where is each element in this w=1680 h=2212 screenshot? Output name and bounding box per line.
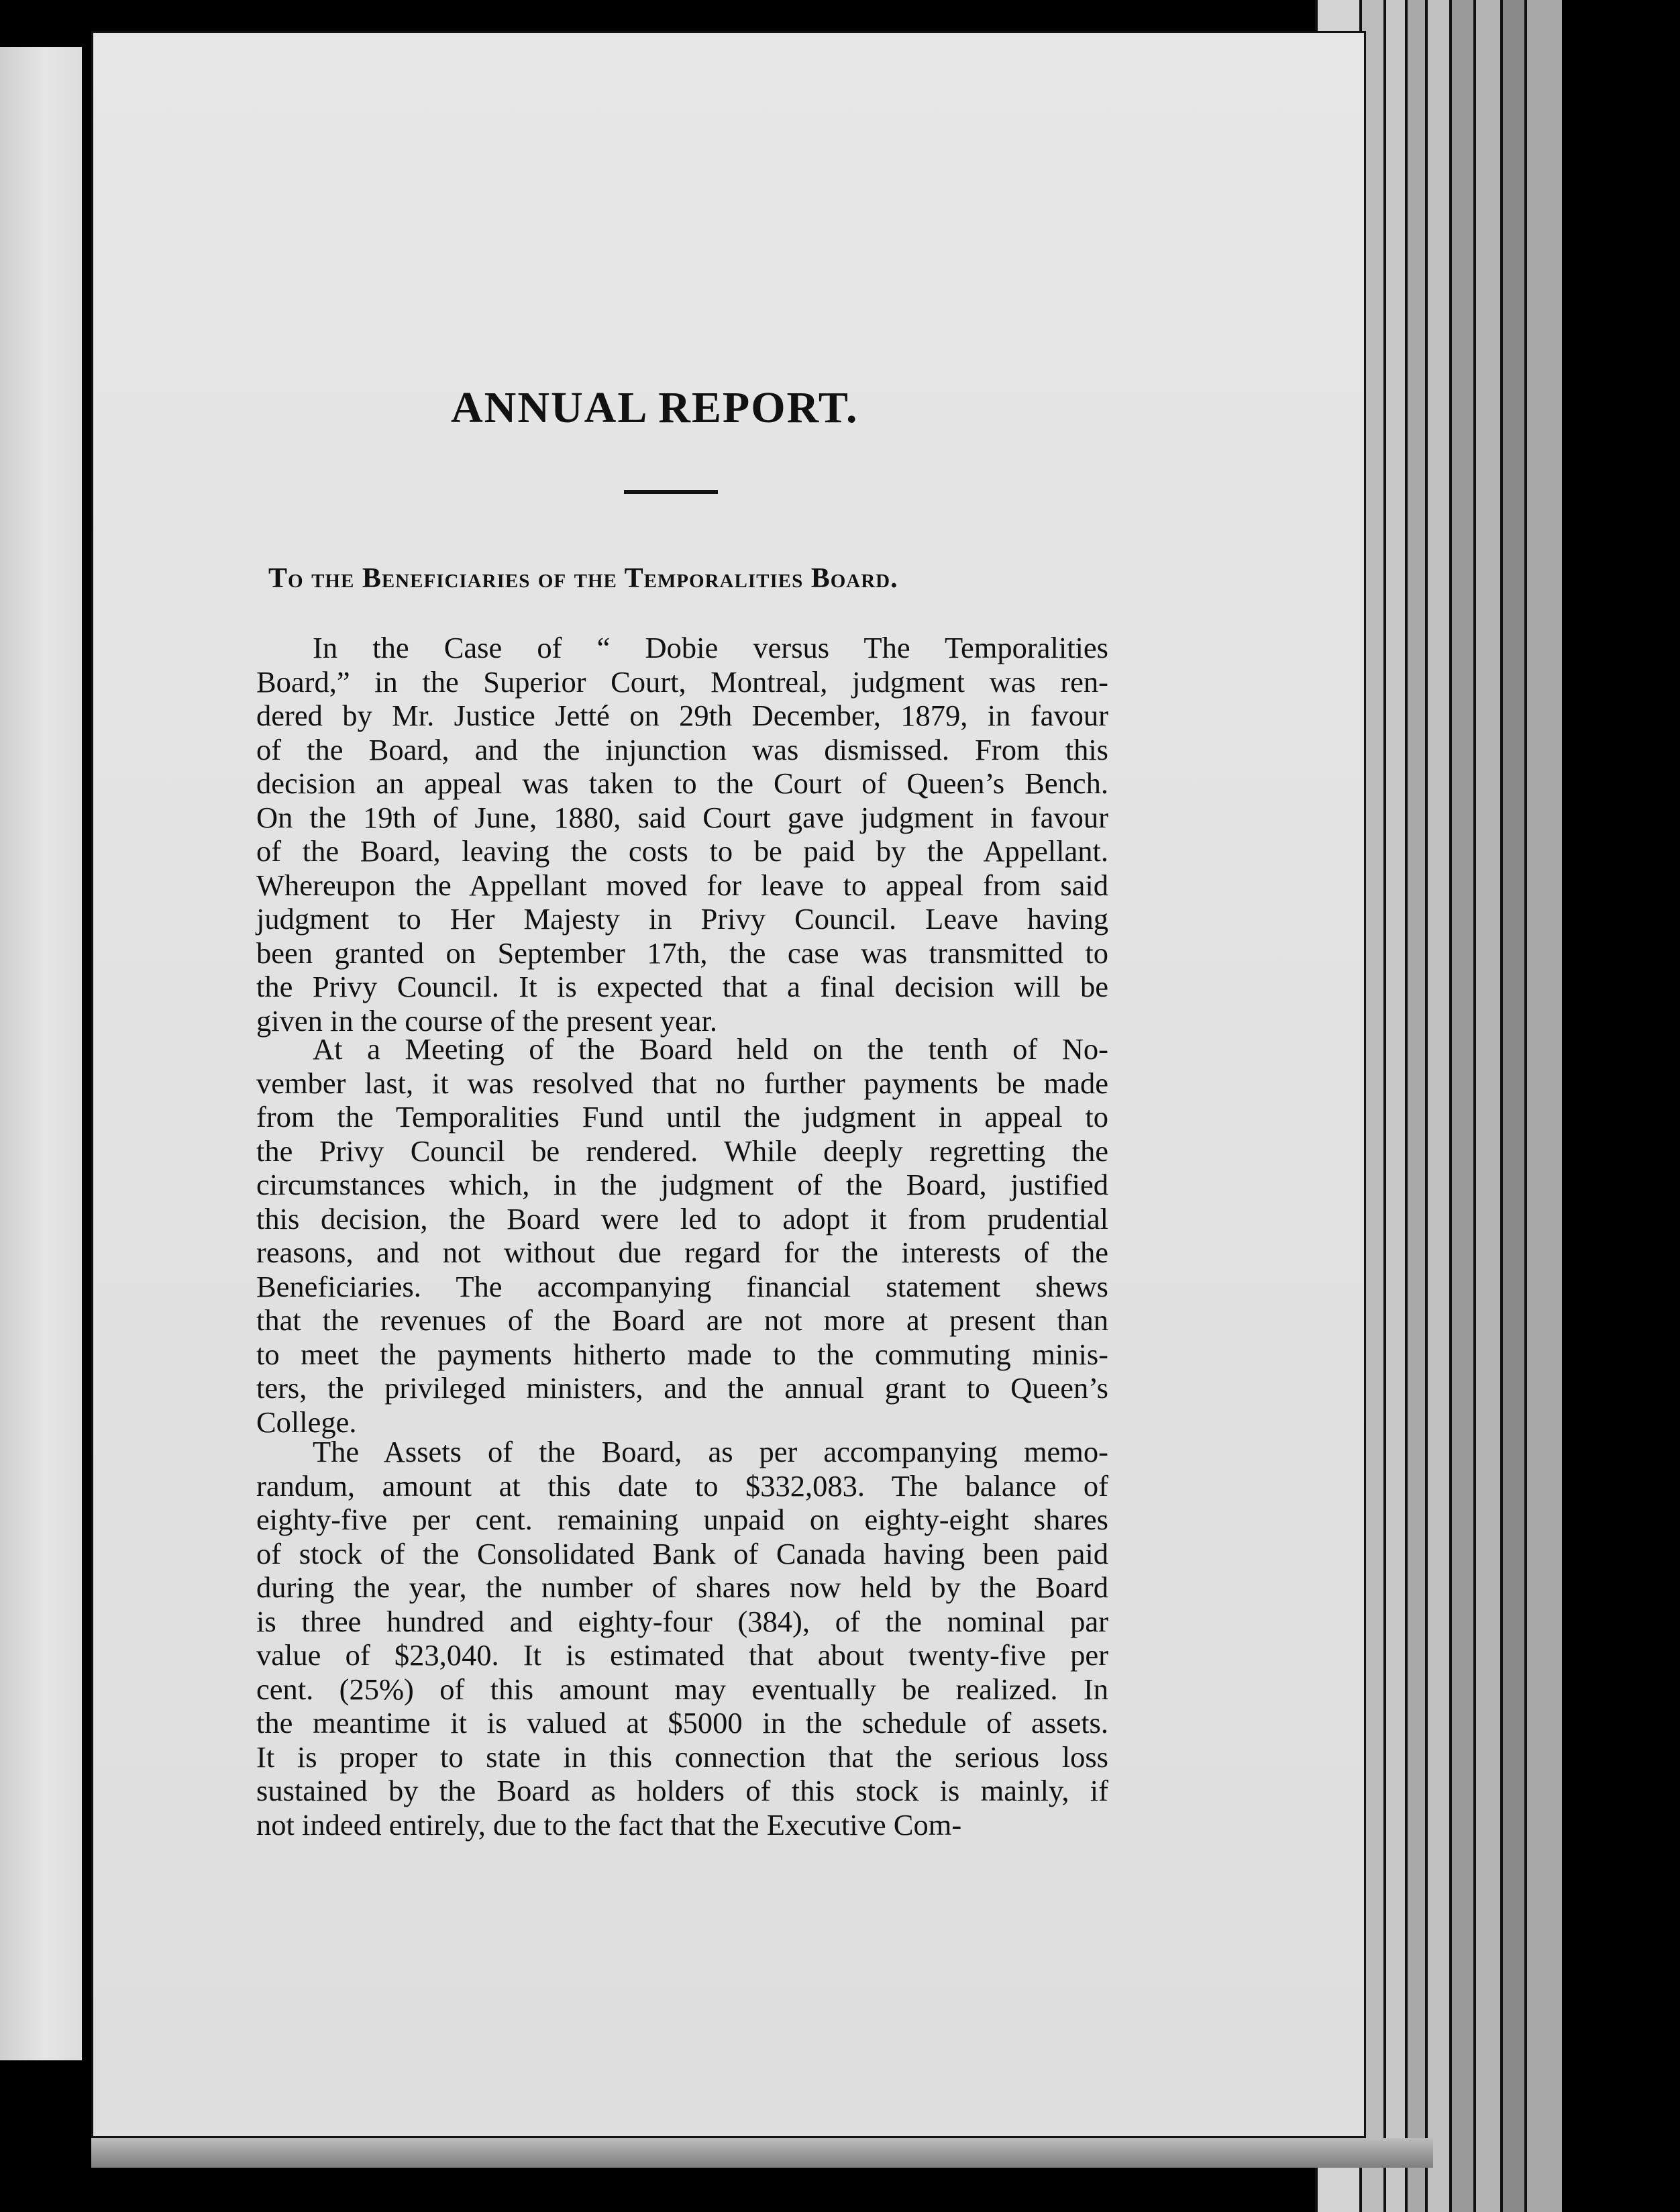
left-facing-page <box>0 47 82 2060</box>
text-line: reasons, and not without due regard for the interests of the <box>256 1236 1108 1269</box>
book-gutter <box>82 0 91 2212</box>
title-rule <box>624 490 718 494</box>
text-line: of the Board, and the injunction was dismissed. From this <box>256 732 1108 766</box>
text-line: circumstances which, in the judgment of the Board, justified <box>256 1168 1108 1201</box>
text-line: ters, the privileged ministers, and the annual grant to Queen’s <box>256 1371 1108 1405</box>
text-line: In the Case of “ Dobie versus The Temporalities <box>313 631 1108 664</box>
paragraph-assets <box>256 1435 1108 1842</box>
text-line: to meet the payments hitherto made to the commuting minis- <box>256 1337 1108 1371</box>
text-line: decision an appeal was taken to the Court of Queen’s Bench. <box>256 766 1108 800</box>
paragraph-dobie-case <box>256 631 1108 1038</box>
text-line: The Assets of the Board, as per accompanying memo- <box>313 1435 1108 1468</box>
text-line: On the 19th of June, 1880, said Court gave judgment in favour <box>256 800 1108 834</box>
page-title: ANNUAL REPORT. <box>451 383 859 432</box>
salutation: To the Beneficiaries of the Temporalities Board. <box>268 563 898 594</box>
text-line: College. <box>256 1405 357 1439</box>
text-line: not indeed entirely, due to the fact that the Executive Com- <box>256 1807 962 1842</box>
text-line: of stock of the Consolidated Bank of Canada having been paid <box>256 1536 1108 1570</box>
text-line: that the revenues of the Board are not more at present than <box>256 1303 1108 1337</box>
text-line: the meantime it is valued at $5000 in the schedule of assets. <box>256 1706 1108 1740</box>
text-line: value of $23,040. It is estimated that about twenty-five per <box>256 1638 1108 1672</box>
text-line: given in the course of the present year. <box>256 1003 718 1038</box>
text-line: judgment to Her Majesty in Privy Council. Leave having <box>256 902 1108 936</box>
text-line: been granted on September 17th, the case was transmitted to <box>256 936 1108 970</box>
text-line: Whereupon the Appellant moved for leave to appeal from said <box>256 868 1108 902</box>
paragraph-board-meeting <box>256 1032 1108 1439</box>
text-line: of the Board, leaving the costs to be paid by the Appellant. <box>256 834 1108 868</box>
text-line: Beneficiaries. The accompanying financial statement shews <box>256 1269 1108 1303</box>
text-line: the Privy Council be rendered. While deeply regretting the <box>256 1134 1108 1168</box>
text-line: randum, amount at this date to $332,083. The balance of <box>256 1468 1108 1503</box>
text-line: At a Meeting of the Board held on the tenth of No- <box>313 1032 1108 1066</box>
text-line: eighty-five per cent. remaining unpaid on eighty-eight shares <box>256 1503 1108 1536</box>
text-line: cent. (25%) of this amount may eventually be realized. In <box>256 1672 1108 1706</box>
text-line: vember last, it was resolved that no further payments be made <box>256 1066 1108 1100</box>
stacked-page-edges <box>1315 0 1680 2212</box>
page-bottom-edge <box>91 2138 1433 2168</box>
text-line: dered by Mr. Justice Jetté on 29th December, 1879, in favour <box>256 699 1108 732</box>
text-line: this decision, the Board were led to adopt it from prudential <box>256 1201 1108 1236</box>
text-line: the Privy Council. It is expected that a final decision will be <box>256 970 1108 1003</box>
text-line: from the Temporalities Fund until the judgment in appeal to <box>256 1100 1108 1134</box>
text-line: during the year, the number of shares now held by the Board <box>256 1570 1108 1604</box>
text-line: Board,” in the Superior Court, Montreal, judgment was ren- <box>256 664 1108 699</box>
text-line: It is proper to state in this connection that the serious loss <box>256 1740 1108 1774</box>
text-line: sustained by the Board as holders of this stock is mainly, if <box>256 1774 1108 1807</box>
text-line: is three hundred and eighty-four (384), of the nominal par <box>256 1604 1108 1638</box>
